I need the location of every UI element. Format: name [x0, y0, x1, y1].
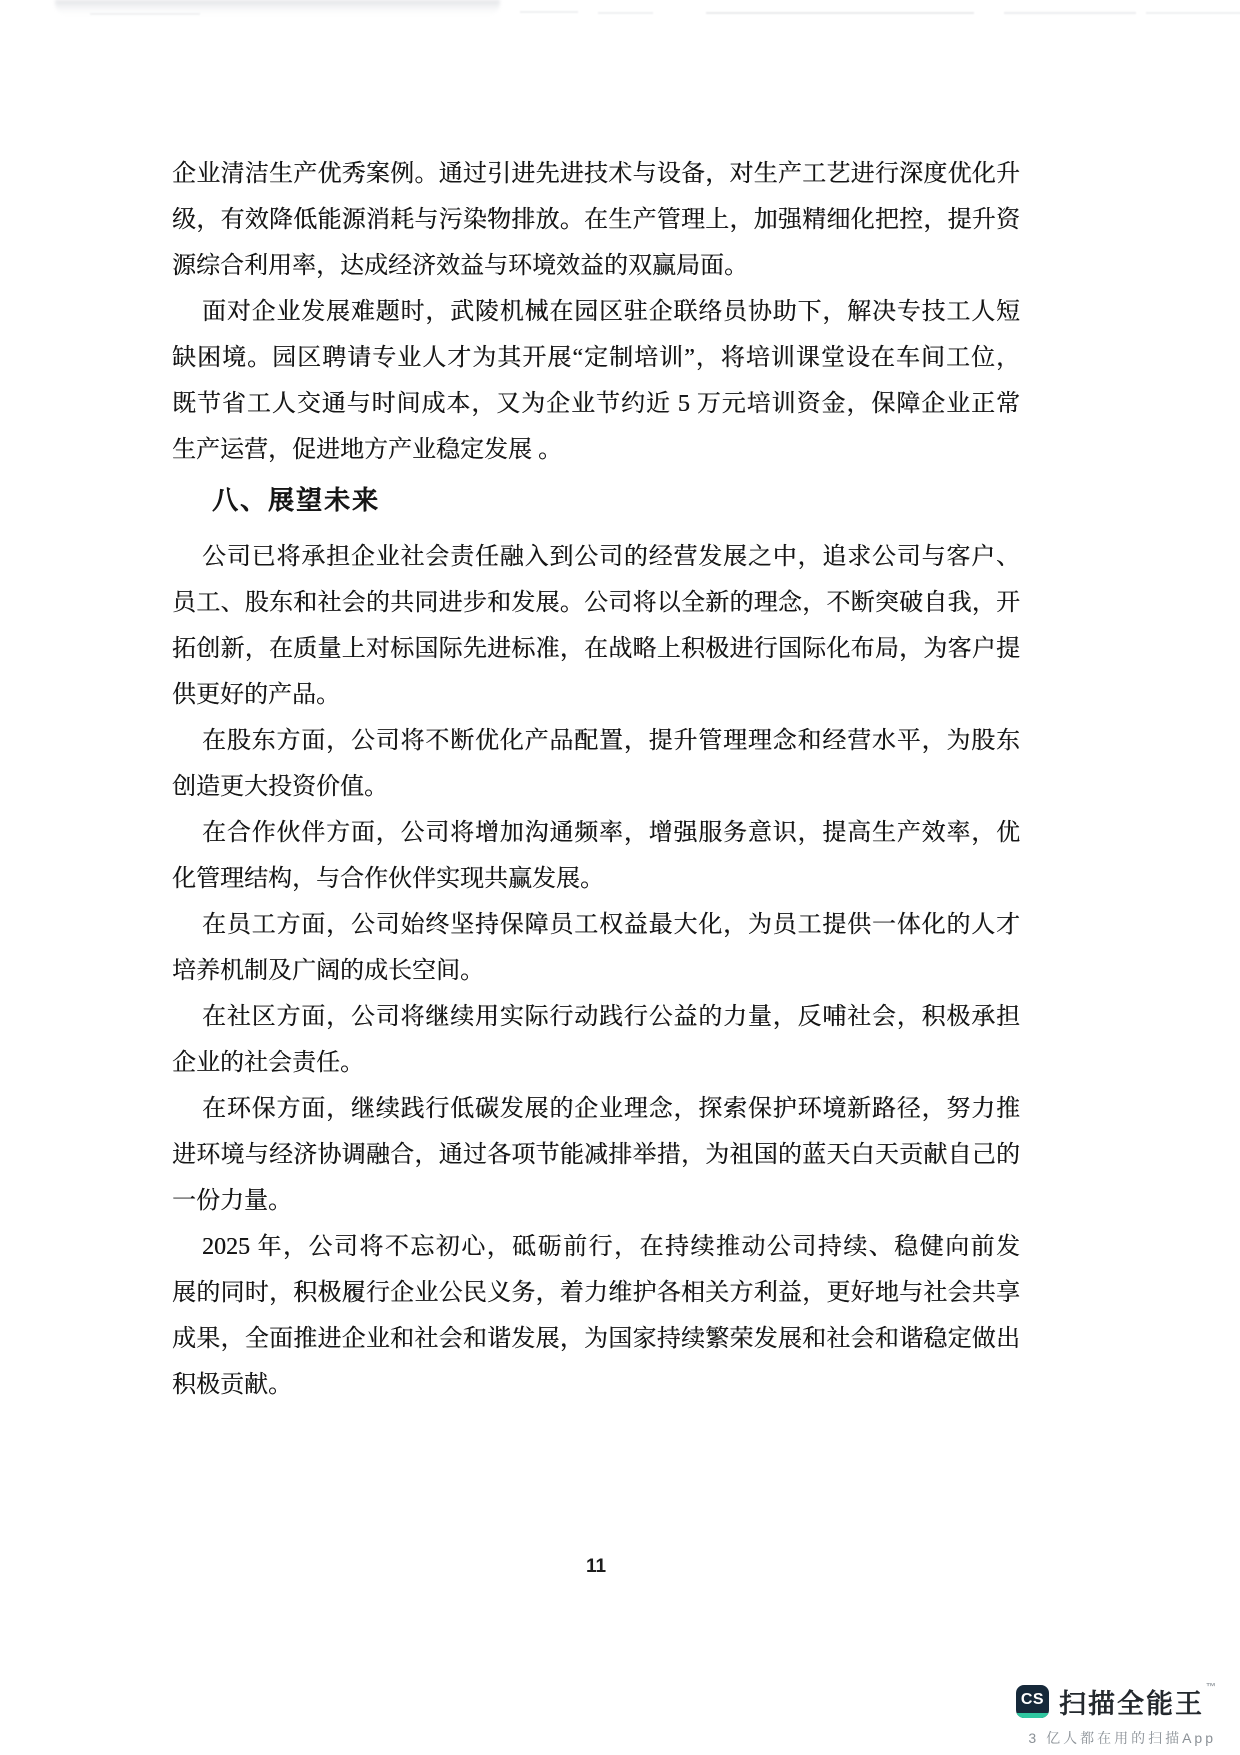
- text-line: 在社区方面，公司将继续用实际行动践行公益的力量，反哺社会，积极承担: [202, 1004, 1020, 1030]
- text-line: 生产运营，促进地方产业稳定发展 。: [172, 437, 562, 463]
- scan-artifact: [90, 13, 200, 15]
- paragraph: [172, 151, 1020, 289]
- text-line: 培养机制及广阔的成长空间。: [172, 958, 484, 984]
- text-line: 成果，全面推进企业和社会和谐发展，为国家持续繁荣发展和社会和谐稳定做出: [172, 1326, 1020, 1352]
- text-line: 积极贡献。: [172, 1372, 292, 1398]
- page-number: 11: [585, 1556, 607, 1577]
- text-line: 展的同时，积极履行企业公民义务，着力维护各相关方利益，更好地与社会共享: [172, 1280, 1020, 1306]
- camscanner-logo-letters: CS: [1020, 1690, 1045, 1708]
- text-line: 进环境与经济协调融合，通过各项节能减排举措，为祖国的蓝天白天贡献自己的: [172, 1142, 1020, 1168]
- paragraph: [172, 534, 1020, 718]
- paragraph: [172, 1086, 1020, 1224]
- text-line: 既节省工人交通与时间成本，又为企业节约近 5 万元培训资金，保障企业正常: [172, 391, 1020, 417]
- scan-artifact: [1146, 12, 1240, 14]
- text-line: 拓创新，在质量上对标国际先进标准，在战略上积极进行国际化布局，为客户提: [172, 636, 1020, 662]
- watermark-tagline: 3 亿人都在用的扫描App: [1028, 1730, 1216, 1746]
- text-line: 一份力量。: [172, 1188, 292, 1214]
- text-line: 在股东方面，公司将不断优化产品配置，提升管理理念和经营水平，为股东: [202, 728, 1020, 754]
- text-line: 在员工方面，公司始终坚持保障员工权益最大化，为员工提供一体化的人才: [202, 912, 1020, 938]
- paragraph: [172, 810, 1020, 902]
- text-line: 级，有效降低能源消耗与污染物排放。在生产管理上，加强精细化把控，提升资: [172, 207, 1020, 233]
- scan-artifact: [598, 12, 653, 14]
- text-line: 化管理结构，与合作伙伴实现共赢发展。: [172, 866, 604, 892]
- paragraph: [172, 902, 1020, 994]
- scan-artifact: [706, 12, 974, 14]
- section-heading: 八、展望未来: [212, 486, 381, 515]
- camscanner-watermark: [1016, 1682, 1216, 1748]
- scan-artifact: [55, 0, 500, 15]
- paragraph: [172, 289, 1020, 473]
- text-line: 供更好的产品。: [172, 682, 340, 708]
- document-body: [172, 151, 1020, 1408]
- watermark-brand-row: [1016, 1682, 1216, 1721]
- paragraph: [172, 994, 1020, 1086]
- scan-artifact: [520, 11, 578, 13]
- text-line: 企业的社会责任。: [172, 1050, 364, 1076]
- text-line: 企业清洁生产优秀案例。通过引进先进技术与设备，对生产工艺进行深度优化升: [172, 161, 1020, 187]
- text-line: 面对企业发展难题时，武陵机械在园区驻企联络员协助下，解决专技工人短: [202, 299, 1020, 325]
- paragraph: [172, 1224, 1020, 1408]
- text-line: 创造更大投资价值。: [172, 774, 388, 800]
- text-line: 缺困境。园区聘请专业人才为其开展“定制培训”，将培训课堂设在车间工位，: [172, 345, 1020, 371]
- text-line: 在环保方面，继续践行低碳发展的企业理念，探索保护环境新路径，努力推: [202, 1096, 1020, 1122]
- trademark-symbol: ™: [1206, 1682, 1216, 1693]
- paragraph: [172, 718, 1020, 810]
- text-line: 源综合利用率，达成经济效益与环境效益的双赢局面。: [172, 253, 748, 279]
- text-line: 2025 年，公司将不忘初心，砥砺前行，在持续推动公司持续、稳健向前发: [202, 1234, 1020, 1260]
- text-line: 公司已将承担企业社会责任融入到公司的经营发展之中，追求公司与客户、: [202, 544, 1020, 570]
- text-line: 在合作伙伴方面，公司将增加沟通频率，增强服务意识，提高生产效率，优: [202, 820, 1020, 846]
- camscanner-logo-icon: [1016, 1685, 1049, 1718]
- scan-artifact: [1004, 12, 1136, 14]
- text-line: 员工、股东和社会的共同进步和发展。公司将以全新的理念，不断突破自我，开: [172, 590, 1020, 616]
- watermark-app-name: [1059, 1682, 1216, 1721]
- watermark-app-name-text: 扫描全能王: [1059, 1689, 1204, 1719]
